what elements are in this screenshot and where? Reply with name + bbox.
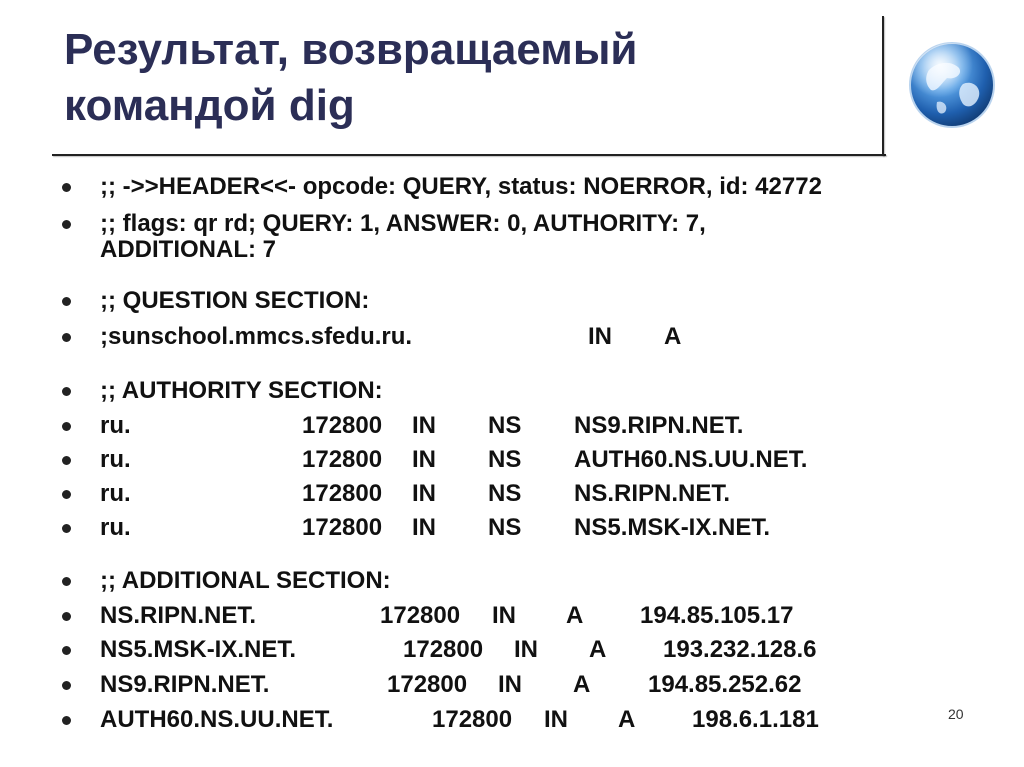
record-data: 198.6.1.181 xyxy=(692,706,819,733)
record-name: NS9.RIPN.NET. xyxy=(100,671,270,698)
record-type: NS xyxy=(488,412,522,439)
flags-line-part-1: ;; flags: qr rd; QUERY: 1, ANSWER: 0, AUTHORITY: 7, xyxy=(100,210,706,237)
record-data: 194.85.105.17 xyxy=(640,602,794,629)
bullet-icon xyxy=(62,422,71,431)
record-ttl: 172800 xyxy=(387,671,468,698)
record-name: ru. xyxy=(100,480,131,507)
bullet-icon xyxy=(62,456,71,465)
bullet-icon xyxy=(62,183,71,192)
record-type: A xyxy=(573,671,591,698)
record-name: NS.RIPN.NET. xyxy=(100,602,257,629)
record-ttl: 172800 xyxy=(302,446,383,473)
record-ttl: 172800 xyxy=(380,602,461,629)
bullet-icon xyxy=(62,333,71,342)
record-ttl: 172800 xyxy=(302,412,383,439)
question-class: IN xyxy=(588,323,612,350)
bullet-icon xyxy=(62,490,71,499)
slide-title-line-1: Результат, возвращаемый xyxy=(64,25,638,74)
record-data: NS5.MSK-IX.NET. xyxy=(574,514,771,541)
record-name: NS5.MSK-IX.NET. xyxy=(100,636,297,663)
record-ttl: 172800 xyxy=(432,706,513,733)
page-number: 20 xyxy=(948,706,964,722)
bullet-icon xyxy=(62,612,71,621)
question-type: A xyxy=(664,323,682,350)
record-type: A xyxy=(589,636,607,663)
bullet-icon xyxy=(62,524,71,533)
record-class: IN xyxy=(412,446,436,473)
bullet-icon xyxy=(62,681,71,690)
header-line: ;; ->>HEADER<<- opcode: QUERY, status: NOERROR, id: 42772 xyxy=(100,173,822,200)
record-ttl: 172800 xyxy=(403,636,484,663)
authority-section-heading: ;; AUTHORITY SECTION: xyxy=(100,377,383,404)
record-type: A xyxy=(618,706,636,733)
record-name: ru. xyxy=(100,446,131,473)
bullet-icon xyxy=(62,220,71,229)
flags-line xyxy=(100,210,706,238)
record-ttl: 172800 xyxy=(302,480,383,507)
record-data: 193.232.128.6 xyxy=(663,636,817,663)
bullet-icon xyxy=(62,387,71,396)
record-type: NS xyxy=(488,514,522,541)
record-name: ru. xyxy=(100,514,131,541)
record-name: ru. xyxy=(100,412,131,439)
flags-line-continued: ADDITIONAL: 7 xyxy=(100,236,276,263)
record-class: IN xyxy=(514,636,538,663)
record-data: NS.RIPN.NET. xyxy=(574,480,731,507)
record-data: 194.85.252.62 xyxy=(648,671,802,698)
bullet-icon xyxy=(62,716,71,725)
record-type: A xyxy=(566,602,584,629)
record-name: AUTH60.NS.UU.NET. xyxy=(100,706,334,733)
record-data: AUTH60.NS.UU.NET. xyxy=(574,446,808,473)
question-section-heading: ;; QUESTION SECTION: xyxy=(100,287,370,314)
record-class: IN xyxy=(412,514,436,541)
slide-title-line-2: командой dig xyxy=(64,81,355,130)
record-type: NS xyxy=(488,480,522,507)
record-class: IN xyxy=(492,602,516,629)
record-class: IN xyxy=(498,671,522,698)
record-class: IN xyxy=(544,706,568,733)
bullet-icon xyxy=(62,646,71,655)
bullet-icon xyxy=(62,297,71,306)
bullet-icon xyxy=(62,577,71,586)
record-class: IN xyxy=(412,480,436,507)
record-data: NS9.RIPN.NET. xyxy=(574,412,744,439)
record-class: IN xyxy=(412,412,436,439)
record-ttl: 172800 xyxy=(302,514,383,541)
question-name: ;sunschool.mmcs.sfedu.ru. xyxy=(100,323,413,350)
record-type: NS xyxy=(488,446,522,473)
additional-section-heading: ;; ADDITIONAL SECTION: xyxy=(100,567,391,594)
